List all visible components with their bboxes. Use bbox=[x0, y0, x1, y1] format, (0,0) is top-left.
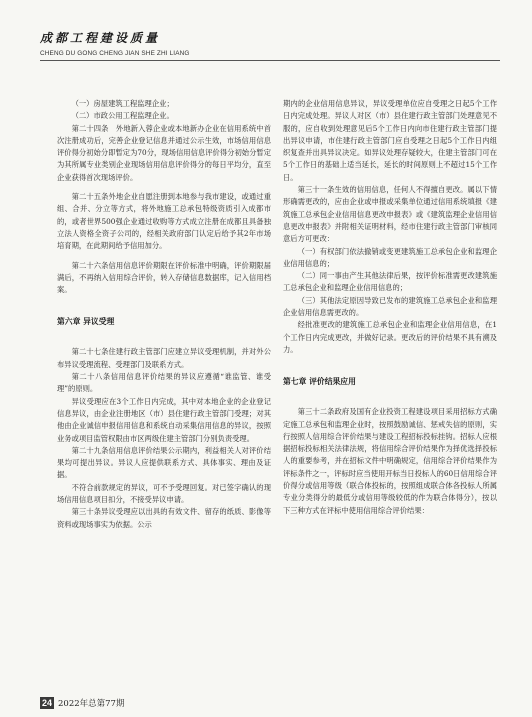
paragraph: 不符合前款规定的异议，可不予受理回复。对已签字确认的现场信用信息项目扣分，不接受异议申请。 bbox=[57, 482, 271, 505]
paragraph: 第二十六条信用信息评价期限在评价标准中明确，评价期限届满后，不再纳入信用综合评价，转入存储信息数据库，记入信用档案。 bbox=[57, 260, 271, 295]
paragraph: 第二十四条 外地新入蓉企业或本地新办企业在信用系统中首次注册成功后，完善企业登记信息并通过公示生效，市场信用信息评价得分初始分即暂定为70分，现场信用信息评价得分初始分暂定为其所属专业类别企业现场信用信息评价得分的每日平均分，直至企业获得首次现场评价。 bbox=[57, 123, 271, 182]
paragraph: 第三十一条生效的信用信息，任何人不得擅自更改。属以下情形确需更改的，应由企业或申报或采集单位通过信用系统填报《建筑施工总承包企业信用信息更改申报表》或《建筑监理企业信用信息更改申报表》并附相关证明材料，经市住建行政主管部门审核同意后方可更改： bbox=[283, 185, 497, 244]
header-rule bbox=[40, 60, 500, 61]
paragraph: 第三十条异议受理应以出具的有效文件、留存的纸质、影像等资料或现场事实为依据。公示 bbox=[57, 507, 271, 529]
paragraph: 异议受理应在3个工作日内完成，其中对本地企业的企业登记信息异议，由企业注册地区（市）县住建行政主管部门受理；对其他由企业诚信申报信用信息和系统自动采集信用信息的异议，按照业务或项目监管权限由市区两级住建主管部门分别负责受理。 bbox=[57, 396, 271, 443]
journal-title: 成都工程建设质量 bbox=[40, 31, 161, 45]
section-heading: 第七章 评价结果应用 bbox=[283, 377, 356, 387]
page-number: 24 bbox=[42, 697, 53, 708]
paragraph: （一）有权部门依法撤销或变更建筑施工总承包企业和监理企业信用信息的； bbox=[283, 246, 497, 268]
issue-label: 2022年总第77期 bbox=[58, 698, 125, 709]
paragraph: 第二十五条外地企业自愿注册到本地参与我市建设，或通过重组、合并、分立等方式，将外地施工总承包特级资质引入成都市的，或者世界500强企业通过收购等方式成立注册在成都且具备独立法人资格全资子公司的，经相关政府部门认定后给予其2年市场培育期，在此期间给予信用加分。 bbox=[57, 192, 271, 251]
paragraph: （一）房屋建筑工程监理企业； bbox=[71, 99, 174, 108]
page-header bbox=[40, 30, 500, 61]
paragraph: 第二十八条信用信息评价结果的异议应遵循“谁监管、谁受理”的原则。 bbox=[57, 372, 271, 394]
page-footer bbox=[40, 696, 124, 709]
journal-pinyin: CHENG DU GONG CHENG JIAN SHE ZHI LIANG bbox=[40, 50, 190, 57]
paragraph: （二）市政公用工程监理企业。 bbox=[71, 111, 174, 121]
right-column bbox=[283, 98, 497, 517]
paragraph: 第二十九条信用信息评价结果公示期内，利益相关人对评价结果均可提出异议。异议人应提供联系方式、具体事实、理由及证据。 bbox=[57, 445, 271, 480]
paragraph: 第二十七条住建行政主管部门应建立异议受理机制，并对外公布异议受理流程、受理部门及联系方式。 bbox=[57, 347, 271, 369]
paragraph: （三）其他法定原因导致已发布的建筑施工总承包企业和监理企业信用信息需更改的。 bbox=[283, 295, 497, 318]
paragraph: 第三十二条政府及国有企业投资工程建设项目采用招标方式确定施工总承包和监理企业时，按照鼓励诚信、惩戒失信的原则，实行按照人信用综合评价结果与建设工程招标投标挂钩。招标人应根据招标投标相关法律法规，将信用综合评价结果作为择优选择投标人的重要参考，并在招标文件中明确规定，信用综合评价结果作为评标条件之一，评标时应当使用开标当日投标人的60日信用综合评价得分或信用等级（联合体投标的，按照组成联合体各投标人所属专业分类得分的最低分或信用等级较低的作为联合体得分），按以下三种方式在评标中使用信用综合评价结果： bbox=[283, 407, 497, 515]
left-column bbox=[57, 98, 271, 531]
section-heading: 第六章 异议受理 bbox=[57, 317, 115, 327]
paragraph: （二）同一事由产生其他法律后果，按评价标准需更改建筑施工总承包企业和监理企业信用信息的； bbox=[283, 271, 497, 293]
paragraph: 期内的企业信用信息异议，异议受理单位应自受理之日起5个工作日内完成处理。异议人对区（市）县住建行政主管部门处理意见不服的，应自收到处理意见后5个工作日内向市住建行政主管部门提出异议申请，市住建行政主管部门应自受理之日起5个工作日内组织复查并出具异议决定。如异议处理存疑较大，住建主管部门可在5个工作日的基础上适当延长，延长的时间原则上不超过15个工作日。 bbox=[283, 99, 497, 182]
paragraph: 经批准更改的建筑施工总承包企业和监理企业信用信息，在1个工作日内完成更改，并做好记录。更改后的评价结果不具有溯及力。 bbox=[283, 320, 497, 354]
